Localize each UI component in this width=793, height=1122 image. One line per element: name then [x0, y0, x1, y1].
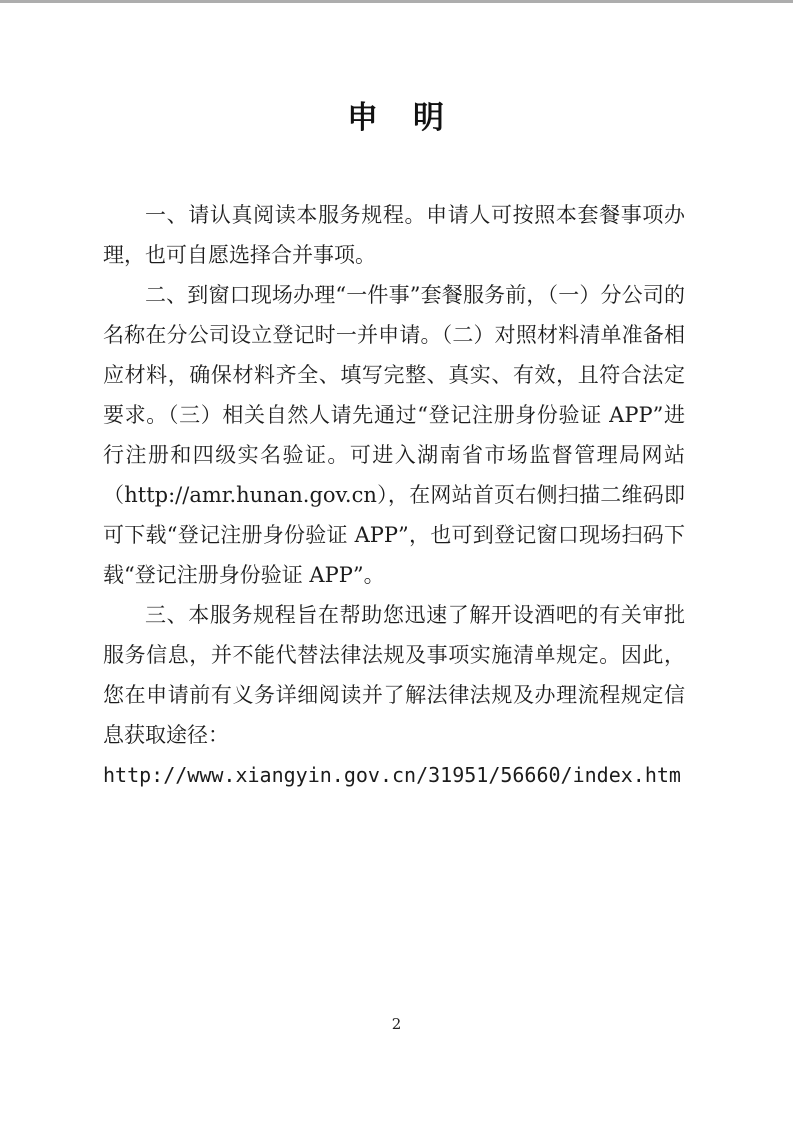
paragraph-2: 二、到窗口现场办理“一件事”套餐服务前，（一）分公司的名称在分公司设立登记时一并申请。（二）对照材料清单准备相应材料，确保材料齐全、填写完整、真实、有效，且符合法定要求。（三）相关自然人请先通过“登记注册身份验证 APP”进行注册和四级实名验证。可进入湖南省市场监督管理局网站（http://amr.hunan.gov.cn），在网站首页右侧扫描二维码即可下载“登记注册身份验证 APP”，也可到登记窗口现场扫码下载“登记注册身份验证 APP”。 [103, 283, 685, 587]
page-number: 2 [391, 1015, 402, 1033]
paragraph-1: 一、请认真阅读本服务规程。申请人可按照本套餐事项办理，也可自愿选择合并事项。 [103, 203, 685, 267]
paragraph-3: 三、本服务规程旨在帮助您迅速了解开设酒吧的有关审批服务信息，并不能代替法律法规及事项实施清单规定。因此，您在申请前有义务详细阅读并了解法律法规及办理流程规定信息获取途径： [103, 603, 685, 747]
page-title: 申 明 [347, 100, 446, 136]
document-body [0, 195, 793, 755]
reference-link: http://www.xiangyin.gov.cn/31951/56660/index.htm [103, 763, 681, 787]
